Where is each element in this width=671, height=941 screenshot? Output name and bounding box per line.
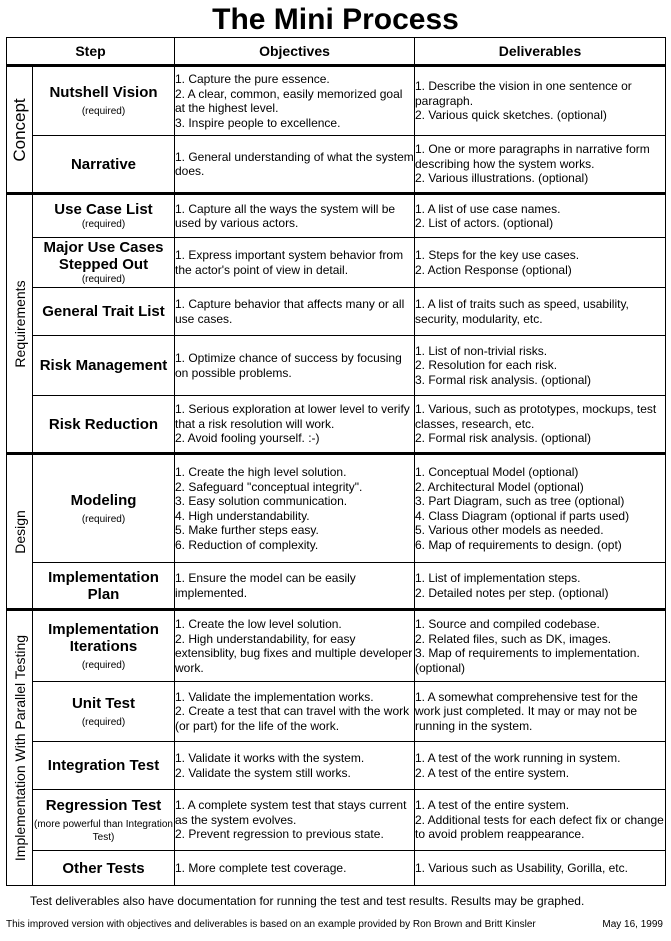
deliverables-cell — [415, 336, 666, 396]
phase-label: Design — [11, 509, 28, 554]
footer-date: May 16, 1999 — [602, 919, 663, 930]
test-deliverables-note: Test deliverables also have documentation for running the test and test results. Results may be graphed. — [30, 894, 585, 908]
step-cell — [33, 238, 175, 288]
step-cell — [33, 454, 175, 563]
deliverable-item: 2. A test of the entire system. — [415, 765, 570, 780]
phase-label: Concept — [9, 97, 29, 162]
deliverable-item: 2. Additional tests for each defect fix or change to avoid problem reappearance. — [415, 812, 664, 842]
table-row — [7, 194, 666, 238]
step-note: (required) — [81, 513, 126, 525]
phase-concept — [7, 66, 33, 194]
step-name: Implementation Iterations — [48, 620, 159, 655]
step-name: Risk Management — [39, 357, 168, 374]
step-cell — [33, 563, 175, 610]
objectives-cell — [175, 136, 415, 194]
step-note: (required) — [81, 106, 126, 117]
objective-item: 6. Reduction of complexity. — [175, 537, 319, 552]
objectives-cell — [175, 336, 415, 396]
step-name: Implementation Plan — [48, 568, 159, 603]
objective-item: 1. A complete system test that stays current as the system evolves. — [175, 798, 407, 827]
table-row — [7, 66, 666, 136]
objectives-cell — [175, 288, 415, 336]
table-row — [7, 851, 666, 886]
phase-requirements — [7, 194, 33, 454]
objective-item: 2. Create a test that can travel with the work (or part) for the life of the work. — [175, 704, 410, 733]
deliverable-item: 1. Various, such as prototypes, mockups, test classes, research, etc. — [415, 402, 657, 431]
table-row — [7, 610, 666, 682]
objective-item: 4. High understandability. — [175, 508, 310, 523]
deliverables-cell — [415, 454, 666, 563]
objectives-cell — [175, 194, 415, 238]
objectives-cell — [175, 682, 415, 742]
deliverables-cell — [415, 682, 666, 742]
objective-item: 5. Make further steps easy. — [175, 523, 319, 537]
objective-item: 1. Express important system behavior from the actor's point of view in detail. — [175, 248, 404, 277]
deliverable-item: 3. Part Diagram, such as tree (optional) — [415, 494, 625, 508]
step-cell — [33, 288, 175, 336]
step-note: (more powerful than Integration Test) — [34, 818, 173, 843]
objectives-cell — [175, 742, 415, 790]
step-cell — [33, 682, 175, 742]
step-cell — [33, 336, 175, 396]
step-cell — [33, 66, 175, 136]
objective-item: 2. A clear, common, easily memorized goal at the highest level. — [175, 86, 403, 115]
objective-item: 1. Ensure the model can be easily implemented. — [175, 571, 356, 600]
step-name: General Trait List — [42, 303, 165, 320]
header-objectives: Objectives — [175, 38, 415, 66]
table-row — [7, 682, 666, 742]
deliverable-item: 2. Architectural Model (optional) — [415, 479, 584, 494]
deliverable-item: 2. Resolution for each risk. — [415, 358, 558, 373]
deliverable-item: 3. Map of requirements to implementation. (optional) — [415, 646, 640, 675]
deliverables-cell — [415, 66, 666, 136]
step-name: Risk Reduction — [48, 415, 159, 433]
table-row — [7, 742, 666, 790]
phase-label: Implementation With Parallel Testing — [11, 634, 28, 862]
objective-item: 2. Prevent regression to previous state. — [175, 827, 384, 842]
objective-item: 2. Safeguard "conceptual integrity". — [175, 479, 363, 494]
step-note: (required) — [81, 274, 126, 285]
deliverables-cell — [415, 288, 666, 336]
deliverables-cell — [415, 563, 666, 610]
step-note: (required) — [81, 716, 126, 728]
deliverable-item: 1. One or more paragraphs in narrative form describing how the system works. — [415, 142, 650, 171]
objective-item: 1. Capture all the ways the system will be used by various actors. — [175, 201, 396, 230]
objectives-cell — [175, 851, 415, 886]
deliverable-item: 1. List of implementation steps. — [415, 571, 581, 585]
step-cell — [33, 790, 175, 851]
deliverable-item: 2. Various quick sketches. (optional) — [415, 108, 607, 123]
objective-item: 1. General understanding of what the system does. — [175, 149, 414, 178]
deliverables-cell — [415, 194, 666, 238]
step-name: Unit Test — [71, 694, 136, 712]
deliverables-cell — [415, 238, 666, 288]
step-name: Use Case List — [54, 201, 153, 218]
objective-item: 1. Validate it works with the system. — [175, 751, 365, 765]
deliverable-item: 1. Conceptual Model (optional) — [415, 465, 579, 479]
deliverable-item: 5. Various other models as needed. — [415, 523, 604, 537]
step-name: Other Tests — [62, 859, 145, 877]
objective-item: 2. Validate the system still works. — [175, 765, 351, 780]
deliverable-item: 1. A somewhat comprehensive test for the work just completed. It may or may not be running in the system. — [415, 689, 638, 733]
objectives-cell — [175, 454, 415, 563]
deliverable-item: 2. Action Response (optional) — [415, 262, 572, 277]
deliverable-item: 1. Describe the vision in one sentence or paragraph. — [415, 79, 632, 108]
footer-credit: This improved version with objectives and deliverables is based on an example provided by Ron Brown and Britt Kinsler — [6, 919, 536, 930]
phase-label: Requirements — [11, 279, 28, 368]
deliverables-cell — [415, 851, 666, 886]
table-row — [7, 454, 666, 563]
page-title: The Mini Process — [212, 3, 459, 36]
footer — [6, 918, 665, 931]
deliverable-item: 2. Related files, such as DK, images. — [415, 631, 612, 646]
table-row — [7, 563, 666, 610]
table-row — [7, 288, 666, 336]
step-note: (required) — [81, 659, 126, 671]
deliverable-item: 1. Various such as Usability, Gorilla, etc. — [415, 860, 628, 875]
deliverables-cell — [415, 790, 666, 851]
objective-item: 1. Serious exploration at lower level to verify that a risk resolution will work. — [175, 402, 410, 431]
objectives-cell — [175, 238, 415, 288]
step-cell — [33, 851, 175, 886]
objectives-cell — [175, 66, 415, 136]
step-cell — [33, 742, 175, 790]
deliverable-item: 1. Steps for the key use cases. — [415, 248, 580, 262]
process-table — [6, 37, 666, 886]
step-cell — [33, 136, 175, 194]
objectives-cell — [175, 563, 415, 610]
deliverable-item: 1. List of non-trivial risks. — [415, 343, 548, 358]
deliverable-item: 1. A test of the entire system. — [415, 798, 570, 813]
step-cell — [33, 610, 175, 682]
objective-item: 1. More complete test coverage. — [175, 860, 347, 875]
step-cell — [33, 194, 175, 238]
step-name: Nutshell Vision — [49, 84, 158, 101]
objective-item: 2. Avoid fooling yourself. :-) — [175, 431, 320, 446]
deliverable-item: 1. A test of the work running in system. — [415, 751, 621, 765]
step-name: Narrative — [70, 155, 137, 173]
table-row — [7, 396, 666, 454]
deliverables-cell — [415, 610, 666, 682]
deliverable-item: 6. Map of requirements to design. (opt) — [415, 537, 622, 552]
objective-item: 1. Capture behavior that affects many or all use cases. — [175, 297, 405, 326]
header-step: Step — [7, 38, 175, 66]
objective-item: 1. Validate the implementation works. — [175, 689, 374, 704]
objectives-cell — [175, 610, 415, 682]
deliverables-cell — [415, 742, 666, 790]
deliverable-item: 1. A list of use case names. — [415, 201, 561, 216]
table-row — [7, 136, 666, 194]
objectives-cell — [175, 396, 415, 454]
deliverable-item: 2. Formal risk analysis. (optional) — [415, 431, 592, 446]
deliverable-item: 2. Detailed notes per step. (optional) — [415, 585, 609, 600]
objective-item: 1. Create the high level solution. — [175, 465, 347, 479]
step-name: Regression Test — [45, 796, 162, 814]
header-row — [7, 38, 666, 66]
objective-item: 3. Inspire people to excellence. — [175, 115, 341, 130]
deliverable-item: 2. List of actors. (optional) — [415, 216, 554, 230]
objective-item: 1. Create the low level solution. — [175, 617, 342, 631]
deliverable-item: 4. Class Diagram (optional if parts used) — [415, 508, 630, 523]
phase-implementation — [7, 610, 33, 886]
step-cell — [33, 396, 175, 454]
objective-item: 2. High understandability, for easy extensiblity, bug fixes and multiple developer work. — [175, 631, 413, 675]
step-note: (required) — [81, 219, 126, 230]
table-row — [7, 238, 666, 288]
objective-item: 3. Easy solution communication. — [175, 494, 348, 508]
step-name: Major Use Cases Stepped Out — [43, 239, 164, 273]
objective-item: 1. Capture the pure essence. — [175, 72, 330, 86]
deliverable-item: 3. Formal risk analysis. (optional) — [415, 372, 592, 387]
step-name: Modeling — [70, 491, 137, 509]
objectives-cell — [175, 790, 415, 851]
deliverable-item: 1. Source and compiled codebase. — [415, 617, 600, 631]
phase-design — [7, 454, 33, 610]
deliverables-cell — [415, 396, 666, 454]
deliverable-item: 2. Various illustrations. (optional) — [415, 171, 589, 186]
table-row — [7, 790, 666, 851]
table-row — [7, 336, 666, 396]
header-deliverables: Deliverables — [415, 38, 666, 66]
objective-item: 1. Optimize chance of success by focusing on possible problems. — [175, 351, 402, 380]
step-name: Integration Test — [47, 757, 160, 774]
deliverable-item: 1. A list of traits such as speed, usability, security, modularity, etc. — [415, 297, 629, 326]
deliverables-cell — [415, 136, 666, 194]
